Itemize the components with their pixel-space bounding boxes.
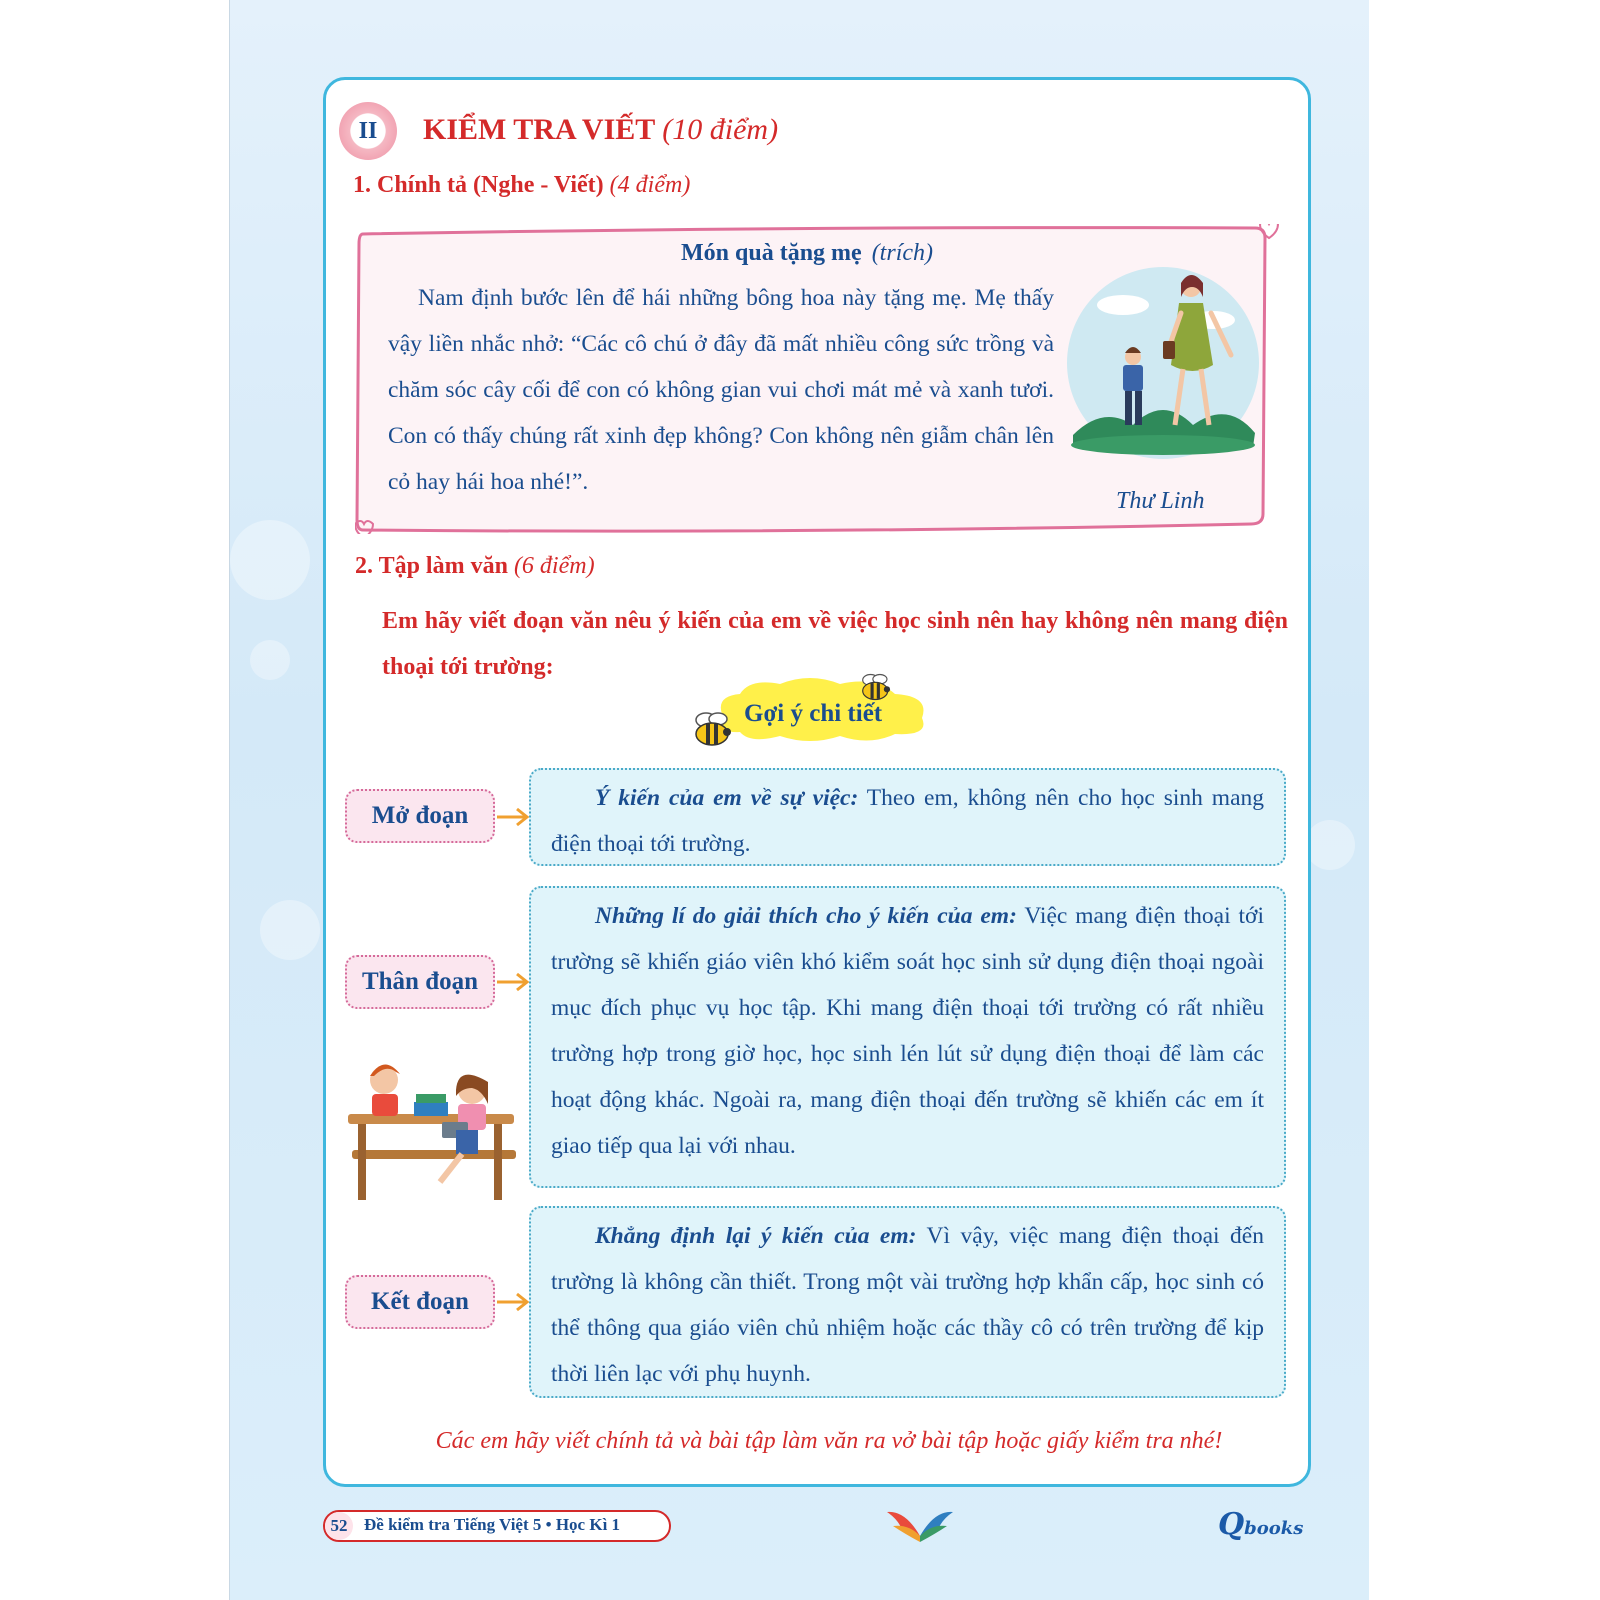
brand-main: Q <box>1218 1507 1245 1542</box>
part2-title-text: 2. Tập làm văn <box>355 553 508 579</box>
essay-prompt: Em hãy viết đoạn văn nêu ý kiến của em về việc học sinh nên hay không nên mang điện thoại tới trường: <box>382 608 1288 680</box>
book-title: Đề kiểm tra Tiếng Việt 5 • Học Kì 1 <box>364 1515 621 1534</box>
section-points: (10 điểm) <box>662 113 779 146</box>
box-mo-doan-lead: Ý kiến của em về sự việc: <box>595 785 859 811</box>
passage-note: (trích) <box>871 240 933 266</box>
part2-points: (6 điểm) <box>513 553 595 579</box>
tag-ket-doan: Kết đoạn <box>345 1275 495 1329</box>
brand-rest: books <box>1244 1518 1304 1539</box>
publisher-wings-logo <box>885 1506 955 1550</box>
box-mo-doan <box>529 768 1286 866</box>
tag-mo-doan: Mở đoạn <box>345 789 495 843</box>
passage-text: Nam định bước lên để hái những bông hoa này tặng mẹ. Mẹ thấy vậy liền nhắc nhở: “Các cô chú ở đây đã mất nhiều công sức trồng và chăm sóc cây cối để con có không gian vui chơi mát mẻ và xanh tươi. Con có thấy chúng rất xinh đẹp không? Con không nên giẫm chân lên cỏ hay hái hoa nhé!”. <box>388 285 1054 495</box>
brand-logo <box>1218 1507 1303 1542</box>
part2-title <box>355 553 595 580</box>
hint-label: Gợi ý chi tiết <box>744 700 883 727</box>
box-mo-doan-text: Theo em, không nên cho học sinh mang điện thoại tới trường. <box>551 785 1264 857</box>
section-number-badge <box>339 102 397 160</box>
arrow-right-icon <box>497 972 531 992</box>
box-ket-doan-text: Vì vậy, việc mang điện thoại đến trường là không cần thiết. Trong một vài trường hợp khẩn cấp, học sinh có thể thông qua giáo viên chủ nhiệm hoặc các thầy cô có trên trường để kịp thời liên lạc với phụ huynh. <box>551 1223 1264 1387</box>
decor-bubble <box>250 640 290 680</box>
bee-icon <box>858 672 894 702</box>
passage-title <box>681 240 933 267</box>
section-title <box>423 113 778 147</box>
part1-title-text: 1. Chính tả (Nghe - Viết) <box>353 172 604 198</box>
box-than-doan-lead: Những lí do giải thích cho ý kiến của em: <box>595 903 1017 929</box>
part1-points: (4 điểm) <box>609 172 691 198</box>
page-number: 52 <box>325 1512 353 1540</box>
section-title-text: KIỂM TRA VIẾT <box>423 113 655 146</box>
bee-icon <box>690 710 736 748</box>
decor-bubble <box>1305 820 1355 870</box>
closing-note: Các em hãy viết chính tả và bài tập làm văn ra vở bài tập hoặc giấy kiểm tra nhé! <box>435 1428 1223 1454</box>
box-ket-doan-lead: Khẳng định lại ý kiến của em: <box>595 1223 917 1249</box>
decor-bubble <box>230 520 310 600</box>
arrow-right-icon <box>497 807 531 827</box>
arrow-right-icon <box>497 1292 531 1312</box>
mother-and-son-illustration <box>1063 265 1263 465</box>
decor-bubble <box>260 900 320 960</box>
part1-title <box>353 172 690 199</box>
tag-than-doan: Thân đoạn <box>345 955 495 1009</box>
children-at-table-illustration <box>344 1064 524 1204</box>
passage-author: Thư Linh <box>1116 488 1205 514</box>
box-ket-doan <box>529 1206 1286 1398</box>
box-than-doan-text: Việc mang điện thoại tới trường sẽ khiến giáo viên khó kiểm soát học sinh sử dụng điện thoại ngoài mục đích phục vụ học tập. Khi mang điện thoại tới trường có rất nhiều trường hợp trong giờ học, học sinh lén lút sử dụng điện thoại để làm các hoạt động khác. Ngoài ra, mang điện thoại đến trường sẽ khiến các em ít giao tiếp qua lại với nhau. <box>551 903 1264 1159</box>
section-numeral: II <box>358 117 378 144</box>
box-than-doan <box>529 886 1286 1188</box>
passage-title-text: Món quà tặng mẹ <box>681 240 862 266</box>
